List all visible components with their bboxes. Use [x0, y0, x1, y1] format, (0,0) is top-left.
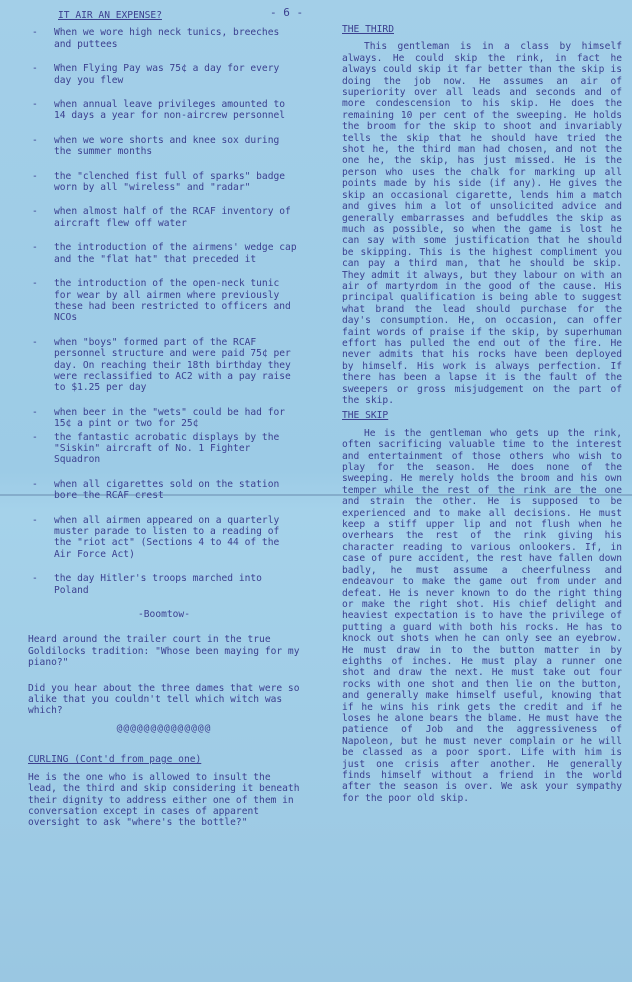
list-item: - when all airmen appeared on a quarterly muster parade to listen to a reading of the "riot act" (Sections 4 to 44 of the Air Force Act) — [28, 515, 300, 561]
left-column — [28, 10, 306, 843]
ornament-divider: @@@@@@@@@@@@@@ — [116, 722, 212, 734]
joke-paragraph: Heard around the trailer court in the true Goldilocks tradition: "Whose been maying for my piano?" — [28, 634, 306, 669]
left-heading: IT AIR AN EXPENSE? — [58, 10, 162, 21]
separator: -Boomtow- — [138, 609, 190, 621]
list-item: - when almost half of the RCAF inventory of aircraft flew off water — [28, 206, 300, 229]
list-item: - the introduction of the airmens' wedge cap and the "flat hat" that preceded it — [28, 242, 300, 265]
skip-text: He is the gentleman who gets up the rink, often sacrificing valuable time to the interest and entertainment of those others who wish to play for the season. He does none of the sweeping. He merely holds the broom and his own temper while the rest of the rink are the one and strain the other. He is supposed to be experienced and to make all decisions. He must keep a stiff upper lip and not flush when he overhears the rest of the rink giving his character reading to various onlookers. If, in case of pure accident, the rest have fallen down badly, he must assume a cheerfulness and endeavour to make the game out from under and defeat. He is never known to do the right thing or make the right shot. His chief delight and heaviest expectation is to have the privilege of putting a guard with both his rocks. He has to knock out shots when he can only see an eyebrow. He must draw in to the button matter in by eighths of inches. He must play a runner one shot and draw the next. He must take out four rocks with one shot and then lie on the button, and generally make himself useful, knowing that if he wins his rink gets the credit and if he loses he alone bears the blame. He must have the patience of Job and the aggressiveness of Napoleon, but he must never complain or he will be classed as a poor sport. Life with him is just one crisis after another. He generally finds himself without a friend in the world after the season is over. We ask your sympathy for the poor old skip. — [342, 427, 622, 804]
joke-paragraph: Did you hear about the three dames that were so alike that you couldn't tell which witch was which? — [28, 682, 306, 717]
list-item: - when annual leave privileges amounted to 14 days a year for non-aircrew personnel — [28, 99, 300, 122]
list-item: - when all cigarettes sold on the station bore the RCAF crest — [28, 479, 300, 502]
remember-list — [28, 27, 303, 596]
page-number: - 6 - — [270, 6, 304, 19]
list-item: - When we wore high neck tunics, breeches and puttees — [28, 27, 300, 50]
list-item: - the day Hitler's troops marched into Poland — [28, 573, 300, 596]
list-item: - the fantastic acrobatic displays by the "Siskin" aircraft of No. 1 Fighter Squadron — [28, 432, 300, 466]
list-item: - When Flying Pay was 75¢ a day for every day you flew — [28, 63, 300, 86]
list-item: - when "boys" formed part of the RCAF personnel structure and were paid 75¢ per day. On reaching their 18th birthday they were reclassified to AC2 with a pay raise to $1.25 per day — [28, 337, 300, 394]
third-title: THE THIRD — [342, 24, 394, 35]
list-item: - when beer in the "wets" could be had for 15¢ a pint or two for 25¢ — [28, 407, 300, 430]
list-item: - the "clenched fist full of sparks" badge worn by all "wireless" and "radar" — [28, 171, 300, 194]
curling-text: He is the one who is allowed to insult the lead, the third and skip considering it beneath their dignity to address either one of them in conversation except in cases of apparent oversight to ask "where's the bottle?" — [28, 771, 306, 829]
list-item: - the introduction of the open-neck tunic for wear by all airmen where previously these had been restricted to officers and NCOs — [28, 278, 300, 324]
list-item: - when we wore shorts and knee sox during the summer months — [28, 135, 300, 158]
skip-title: THE SKIP — [342, 410, 389, 422]
right-column — [342, 24, 622, 808]
curling-title: CURLING (Cont'd from page one) — [28, 754, 202, 766]
third-text: This gentleman is in a class by himself always. He could skip the rink, in fact he always could skip it far better than the skip is doing the job now. He assumes an air of superiority over all leads and seconds and of more condescension to his skip. He does the remaining 10 per cent of the sweeping. He holds the broom for the skip to shoot and invariably tells the skip that he should have tried the shot he, the third man had chosen, and not the one he, the skip, has just missed. He is the person who uses the chalk for marking up all points made by his side (if any). He gives the skip an occasional cigarette, lends him a match and gives him a lot of unsolicited advice and generally embarrasses and befuddles the skip as much as possible, so when the game is lost he can say with some justification that he should be skipping. This is the highest compliment you can pay a third man, that he should be skip. They admit it always, but they labour on with an air of martyrdom in the good of the cause. His principal qualification is being able to suggest what brand the lead should purchase for the day's consumption. He, on occasion, can offer faint words of praise if the skip, by superhuman effort has pulled the end out of the fire. He never admits that his rocks have been deployed by himself. His work is always perfection. If there has been a lapse it is the fault of the sweepers or gross misjudgement on the part of the skip. — [342, 41, 622, 406]
